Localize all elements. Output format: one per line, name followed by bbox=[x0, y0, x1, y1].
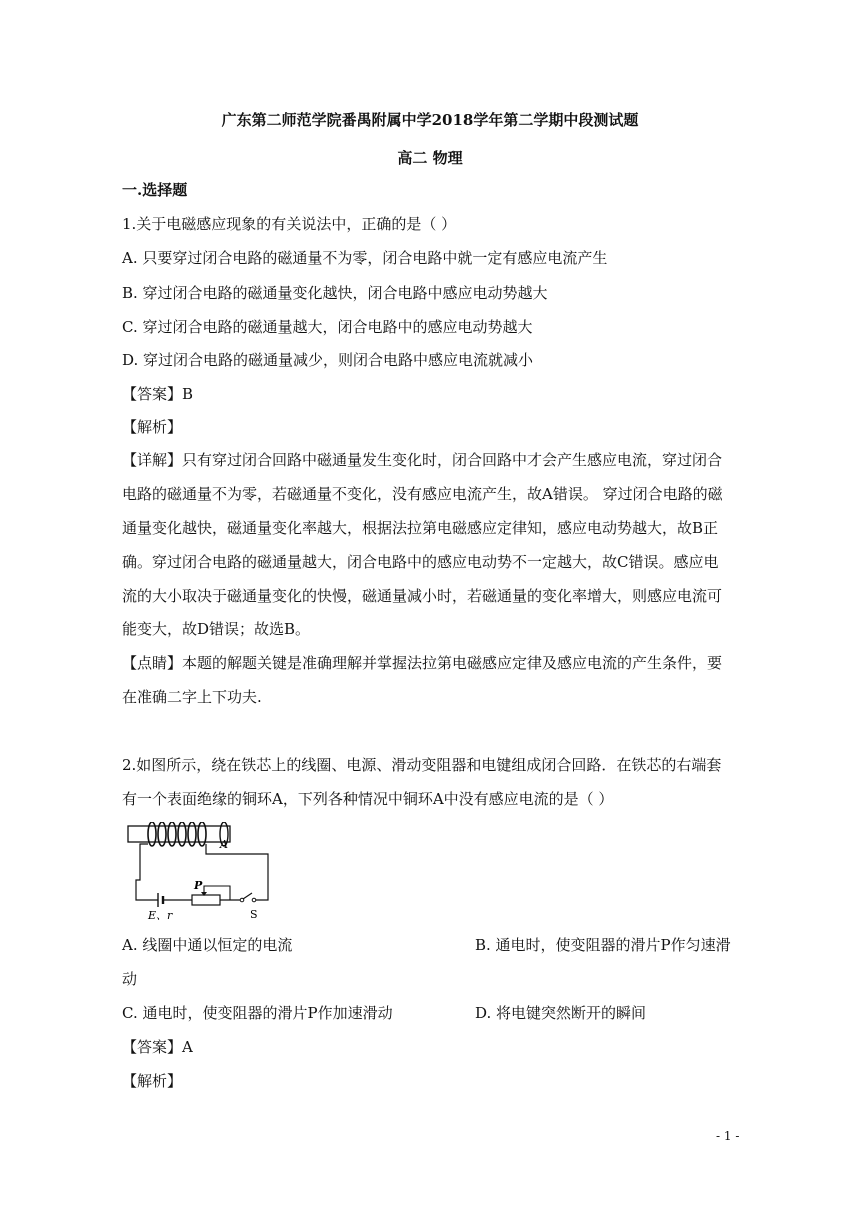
document-subtitle: 高二 物理 bbox=[397, 149, 463, 167]
q1-option-c: C. 穿过闭合电路的磁通量越大，闭合电路中的感应电动势越大 bbox=[122, 318, 533, 336]
q1-detail-line: 确。穿过闭合电路的磁通量越大，闭合电路中的感应电动势不一定越大，故C错误。感应电 bbox=[122, 553, 719, 571]
q1-detail-line: 电路的磁通量不为零，若磁通量不变化，没有感应电流产生，故A错误。 穿过闭合电路的磁 bbox=[122, 485, 723, 503]
q2-option-a: A. 线圈中通以恒定的电流 bbox=[122, 936, 293, 954]
q1-comment-line: 【点睛】本题的解题关键是准确理解并掌握法拉第电磁感应定律及感应电流的产生条件，要 bbox=[122, 654, 723, 672]
q1-stem: 1.关于电磁感应现象的有关说法中，正确的是（ ） bbox=[122, 215, 457, 233]
slider-label: P bbox=[194, 879, 203, 892]
source-label: E、r bbox=[148, 909, 173, 922]
section-heading: 一.选择题 bbox=[122, 181, 188, 199]
q1-detail-line: 通量变化越快，磁通量变化率越大，根据法拉第电磁感应定律知，感应电动势越大，故B正 bbox=[122, 519, 719, 537]
page-number: - 1 - bbox=[716, 1129, 740, 1143]
q2-answer: 【答案】A bbox=[122, 1038, 193, 1056]
switch-contact bbox=[252, 898, 256, 902]
q1-comment-line: 在准确二字上下功夫. bbox=[122, 688, 262, 706]
q2-stem-line: 有一个表面绝缘的铜环A，下列各种情况中铜环A中没有感应电流的是（ ） bbox=[122, 790, 614, 808]
q1-answer: 【答案】B bbox=[122, 385, 194, 403]
slider-wire bbox=[204, 886, 230, 900]
q2-analysis-label: 【解析】 bbox=[122, 1072, 183, 1090]
q1-option-b: B. 穿过闭合电路的磁通量变化越快，闭合电路中感应电动势越大 bbox=[122, 284, 548, 302]
switch-label: S bbox=[250, 908, 258, 921]
q1-detail-line: 【详解】只有穿过闭合回路中磁通量发生变化时，闭合回路中才会产生感应电流，穿过闭合 bbox=[122, 451, 723, 469]
q2-option-b-continued: 动 bbox=[122, 970, 138, 988]
rheostat bbox=[192, 895, 220, 905]
q1-option-a: A. 只要穿过闭合电路的磁通量不为零，闭合电路中就一定有感应电流产生 bbox=[122, 249, 608, 267]
wire-right bbox=[206, 844, 268, 900]
circuit-diagram bbox=[122, 822, 282, 922]
q2-option-c: C. 通电时，使变阻器的滑片P作加速滑动 bbox=[122, 1004, 393, 1022]
switch-blade bbox=[243, 893, 252, 899]
q2-option-d: D. 将电键突然断开的瞬间 bbox=[475, 1004, 647, 1022]
q1-detail-line: 流的大小取决于磁通量变化的快慢，磁通量减小时，若磁通量的变化率增大，则感应电流可 bbox=[122, 587, 723, 605]
q1-detail-line: 能变大，故D错误；故选B。 bbox=[122, 620, 311, 638]
ring-label: A bbox=[220, 838, 228, 851]
wire-left bbox=[136, 844, 158, 900]
q1-option-d: D. 穿过闭合电路的磁通量减少，则闭合电路中感应电流就减小 bbox=[122, 351, 534, 369]
q2-stem-line: 2.如图所示，绕在铁芯上的线圈、电源、滑动变阻器和电键组成闭合回路．在铁芯的右端套 bbox=[122, 756, 722, 774]
q1-analysis-label: 【解析】 bbox=[122, 418, 183, 436]
q2-option-b: B. 通电时，使变阻器的滑片P作匀速滑 bbox=[475, 936, 731, 954]
document-title: 广东第二师范学院番禺附属中学2018学年第二学期中段测试题 bbox=[221, 111, 639, 129]
